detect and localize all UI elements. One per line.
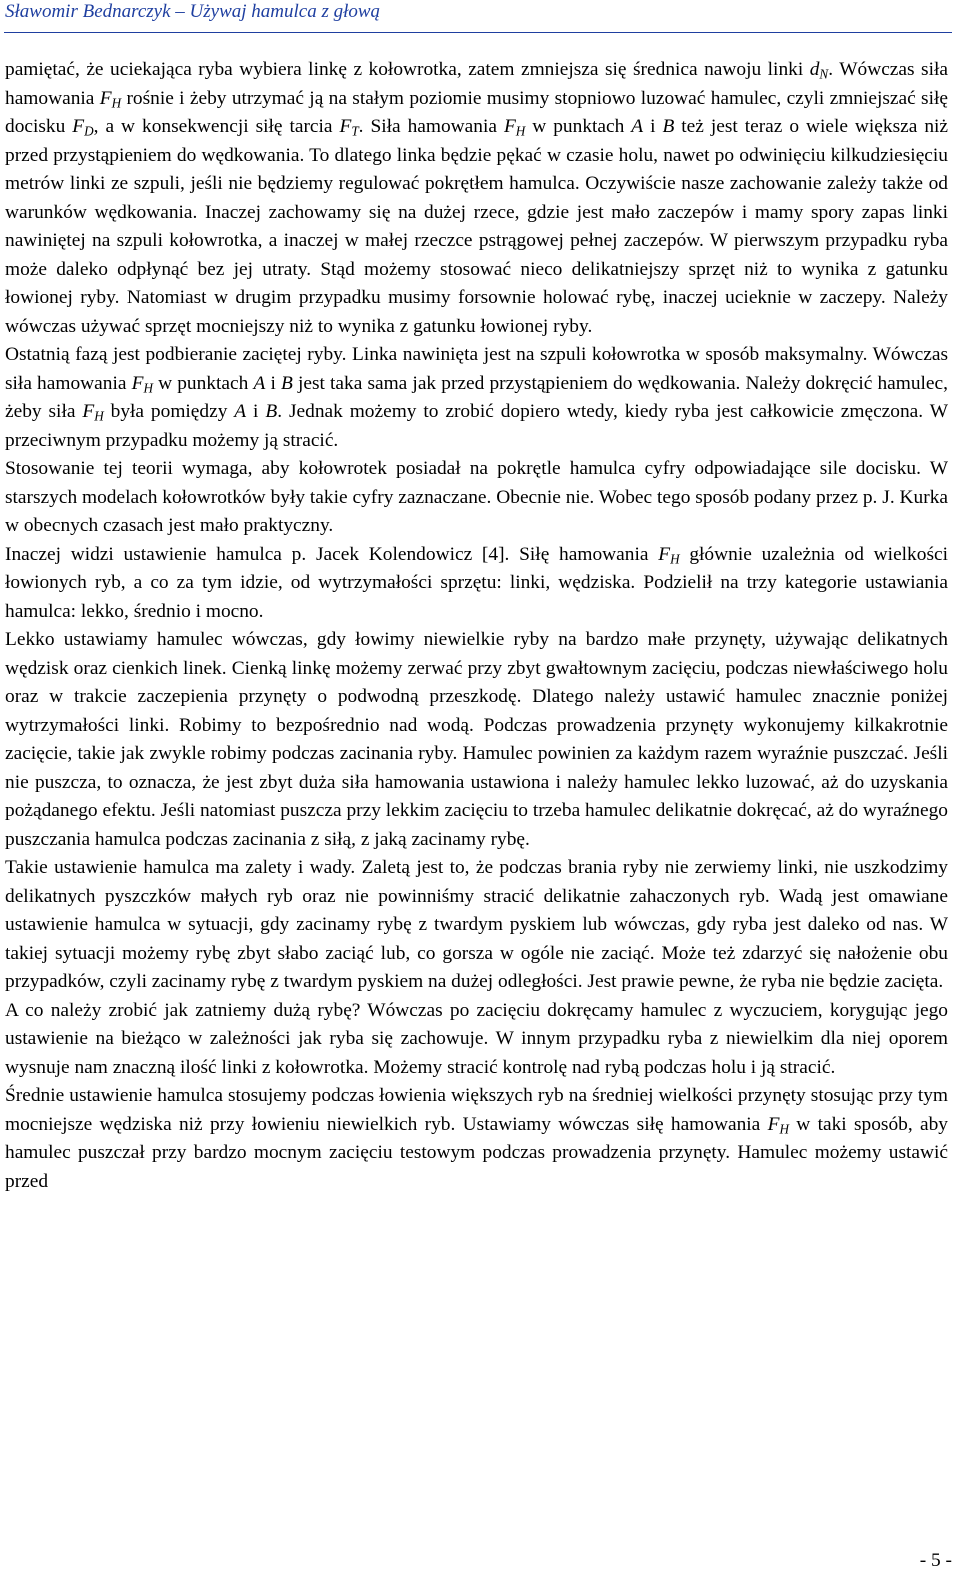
symbol-f-t: $F_T$ [339,116,359,139]
header-rule [4,32,952,33]
paragraph-7: A co należy zrobić jak zatniemy dużą rybę? Wówczas po zacięciu dokręcamy hamulec z wyczuciem, korygując jego ustawienie na bieżąco w zależności jak ryba się zachowuje. W innym przypadku ryba z niewielkim dla niej oporem wysnuje nam znaczną ilość linki z kołowrotka. Możemy stracić kontrolę nad rybą podczas holu i ją stracić. [5,999,948,1078]
paragraph-5: Lekko ustawiamy hamulec wówczas, gdy łowimy niewielkie ryby na bardzo małe przynęty, używając delikatnych wędzisk oraz cienkich linek. Cienką linkę możemy zerwać przy zbyt gwałtownym zacięciu, podczas niewłaściwego holu oraz w trakcie zaczepienia przynęty o podwodną przeszkodę. Dlatego należy ustawić hamulec znacznie poniżej wytrzymałości linki. Robimy to bezpośrednio nad wodą. Podczas prowadzenia przynęty wykonujemy kilkakrotnie zacięcie, takie jak zwykle robimy podczas zacinania ryby. Hamulec powinien za każdym razem wyraźnie puszczać. Jeśli nie puszcza, to oznacza, że jest zbyt duża siła hamowania ustawiona i należy hamulec lekko luzować, aż do uzyskania pożądanego efektu. Jeśli natomiast puszcza przy lekkim zacięciu to trzeba hamulec delikatnie dokręcać, aż do wyraźnego puszczania hamulca podczas zacinania z siłą, z jaką zacinamy rybę. [5,629,948,850]
paragraph-1: pamiętać, że uciekająca ryba wybiera linkę z kołowrotka, zatem zmniejsza się średnica nawoju linki $d_N$. Wówczas siła hamowania $F_H$ rośnie i żeby utrzymać ją na stałym poziomie musimy stopniowo luzować hamulec, czyli zmniejszać siłę docisku $F_D$, a w konsekwencji siłę tarcia $F_T$. Siła hamowania $F_H$ w punktach A i B też jest teraz o wiele większa niż przed przystąpieniem do wędkowania. To dlatego linka będzie pękać w czasie holu, nawet po odwinięciu kilkudziesięciu metrów linki ze szpuli, jeśli nie będziemy regulować pokrętłem hamulca. Oczywiście nasze zachowanie zależy także od warunków wędkowania. Inaczej zachowamy się na dużej rzece, gdzie jest mało zaczepów i mamy spory zapas linki nawiniętej na szpuli kołowrotka, a inaczej w małej rzeczce pstrągowej pełnej zaczepów. W pierwszym przypadku ryba może daleko odpłynąć bez jej utraty. Stąd możemy stosować nieco delikatniejszy sprzęt niż to wynika z gatunku łowionej ryby. Natomiast w drugim przypadku musimy forsownie holować rybę, inaczej ucieknie w zaczepy. Należy wówczas używać sprzęt mocniejszy niż to wynika z gatunku łowionej ryby. [5,59,949,337]
symbol-b: B [662,116,675,137]
symbol-f-h: $F_H$ [99,87,122,110]
paragraph-6: Takie ustawienie hamulca ma zalety i wady. Zaletą jest to, że podczas brania ryby nie zerwiemy linki, nie uszkodzimy delikatnych pyszczków małych ryb oraz nie powinniśmy stracić delikatnie zahaczonych ryb. Wadą jest omawiane ustawienie hamulca w sytuacji, gdy zacinamy rybę z twardym pyskiem lub wówczas, gdy ryba jest daleko od nas. W takiej sytuacji możemy rybę zbyt słabo zaciąć lub, co gorsza w ogóle nie zaciąć. Może też zdarzyć się nałożenie obu przypadków, czyli zacinamy rybę z twardym pyskiem na dużej odległości. Jest prawie pewne, że ryba nie będzie zacięta. [5,857,948,992]
symbol-a: A [253,372,266,394]
body-text [5,56,948,1196]
symbol-b: B [280,372,293,394]
running-header: Sławomir Bednarczyk – Używaj hamulca z głową [5,1,381,22]
paragraph-4: Inaczej widzi ustawienie hamulca p. Jacek Kolendowicz [4]. Siłę hamowania $F_H$ głównie uzależnia od wielkości łowionych ryb, a co za tym idzie, od wytrzymałości sprzętu: linki, wędziska. Podzielił na trzy kategorie ustawiania hamulca: lekko, średnio i mocno. [5,543,948,622]
symbol-f-h: $F_H$ [658,543,680,566]
page-number: - 5 - [919,1550,952,1571]
paragraph-8: Średnie ustawienie hamulca stosujemy podczas łowienia większych ryb na średniej wielkości przynęty stosując przy tym mocniejsze wędziska niż przy łowieniu niewielkich ryb. Ustawiamy wówczas siłę hamowania $F_H$ w taki sposób, aby hamulec puszczał przy bardzo mocnym zacięciu testowym podczas prowadzenia przynęty. Hamulec możemy ustawić przed [5,1085,948,1192]
symbol-f-d: $F_D$ [72,116,94,139]
paragraph-2: Ostatnią fazą jest podbieranie zaciętej ryby. Linka nawinięta jest na szpuli kołowrotka w sposób maksymalny. Wówczas siła hamowania $F_H$ w punktach A i B jest taka sama jak przed przystąpieniem do wędkowania. Należy dokręcić hamulec, żeby siła $F_H$ była pomiędzy A i B. Jednak możemy to zrobić dopiero wtedy, kiedy ryba jest całkowicie zmęczona. W przeciwnym przypadku możemy ją stracić. [5,344,948,451]
symbol-f-h: $F_H$ [503,116,526,139]
symbol-b: B [265,401,278,422]
symbol-f-h: $F_H$ [82,401,104,424]
symbol-f-h: $F_H$ [131,372,153,395]
symbol-a: A [631,116,644,137]
symbol-a: A [234,401,247,422]
symbol-f-h: $F_H$ [767,1113,789,1136]
paragraph-3: Stosowanie tej teorii wymaga, aby kołowrotek posiadał na pokrętle hamulca cyfry odpowiadające sile docisku. W starszych modelach kołowrotków były takie cyfry zaznaczane. Obecnie nie. Wobec tego sposób podany przez p. J. Kurka w obecnych czasach jest mało praktyczny. [5,458,948,536]
symbol-d-n: $d_N$ [809,59,829,82]
